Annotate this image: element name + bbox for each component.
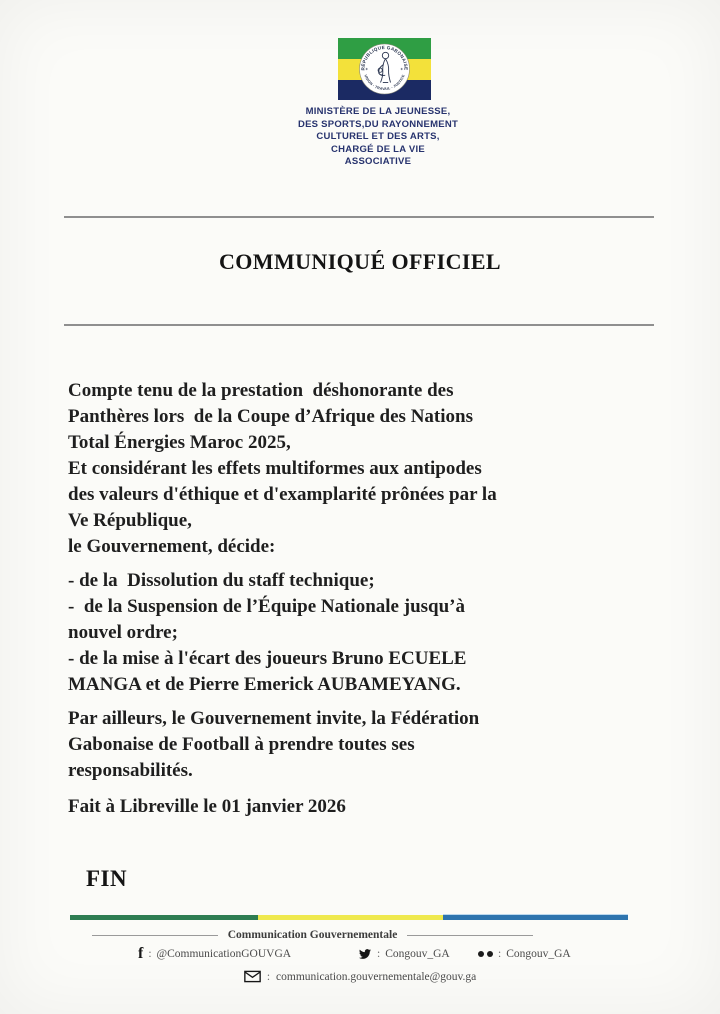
footer-banner — [70, 929, 628, 941]
separator: : — [266, 970, 271, 983]
separator: : — [148, 948, 152, 960]
decision-line: MANGA et de Pierre Emerick AUBAMEYANG. — [68, 674, 461, 695]
body-line: Et considérant les effets multiformes aux antipodes — [68, 458, 482, 479]
seal-right-star-icon: ✶ — [400, 66, 404, 72]
top-divider — [64, 216, 654, 218]
body-line: responsabilités. — [68, 760, 193, 781]
ministry-name-block — [258, 106, 498, 169]
decision-line: - de la Dissolution du staff technique; — [68, 570, 375, 591]
separator: : — [498, 948, 502, 960]
flickr-handle: Congouv_GA — [506, 948, 571, 960]
end-marker: FIN — [86, 866, 128, 891]
decision-line: nouvel ordre; — [68, 622, 178, 643]
banner-label: Communication Gouvernementale — [227, 929, 398, 941]
seal-left-star-icon: ✶ — [365, 66, 369, 72]
facebook-contact — [138, 945, 292, 962]
decision-line: - de la Suspension de l’Équipe Nationale jusqu’à — [68, 596, 465, 617]
footer-email-row — [0, 970, 720, 983]
body-line: Total Énergies Maroc 2025, — [68, 432, 291, 453]
paragraph-considerations — [68, 378, 648, 560]
gabon-flag-seal-icon — [338, 38, 431, 100]
banner-left-line — [92, 935, 218, 936]
email-address: communication.gouvernementale@gouv.ga — [276, 970, 477, 983]
body-line: Gabonaise de Football à prendre toutes ses — [68, 734, 415, 755]
body-line: Par ailleurs, le Gouvernement invite, la Fédération — [68, 708, 480, 729]
dateline: Fait à Libreville le 01 janvier 2026 — [68, 796, 346, 817]
twitter-contact — [358, 948, 450, 960]
decision-line: - de la mise à l'écart des joueurs Bruno ECUELE — [68, 648, 467, 669]
body-line: des valeurs d'éthique et d'examplarité prônées par la — [68, 484, 497, 505]
body-line: Panthères lors de la Coupe d’Afrique des Nations — [68, 406, 473, 427]
seal-top-arc-text: RÉPUBLIQUE GABONAISE — [360, 44, 409, 71]
bottom-divider — [64, 324, 654, 326]
separator: : — [377, 948, 381, 960]
tricolor-yellow-segment — [258, 915, 443, 920]
footer-social-row — [0, 945, 720, 968]
facebook-icon: f — [138, 945, 144, 962]
twitter-icon — [358, 948, 372, 960]
flickr-contact — [478, 948, 571, 960]
ministry-line: MINISTÈRE DE LA JEUNESSE, — [305, 106, 451, 117]
tricolor-blue-segment — [443, 915, 628, 920]
document-title: COMMUNIQUÉ OFFICIEL — [219, 249, 501, 274]
paragraph-federation — [68, 706, 648, 784]
facebook-handle: @CommunicationGOUVGA — [156, 948, 292, 960]
ministry-line: DES SPORTS,DU RAYONNEMENT — [297, 118, 459, 130]
body-line: le Gouvernement, décide: — [68, 536, 276, 557]
ministry-line: ASSOCIATIVE — [344, 156, 412, 167]
twitter-handle: Congouv_GA — [385, 948, 450, 960]
tricolor-bar — [70, 915, 628, 920]
communique-body — [68, 378, 648, 820]
ministry-line: CULTUREL ET DES ARTS, — [316, 131, 440, 142]
paragraph-decisions — [68, 568, 648, 698]
tricolor-green-segment — [70, 915, 258, 920]
flickr-icon — [478, 951, 493, 957]
body-line: Ve République, — [68, 510, 192, 531]
gabon-flag-seal — [338, 38, 431, 100]
seal-bottom-arc-text: UNION - TRAVAIL - JUSTICE — [363, 74, 406, 92]
body-line: Compte tenu de la prestation déshonorante des — [68, 380, 454, 401]
email-icon — [244, 970, 261, 983]
banner-right-line — [407, 935, 533, 936]
ministry-line: CHARGÉ DE LA VIE — [331, 143, 425, 155]
